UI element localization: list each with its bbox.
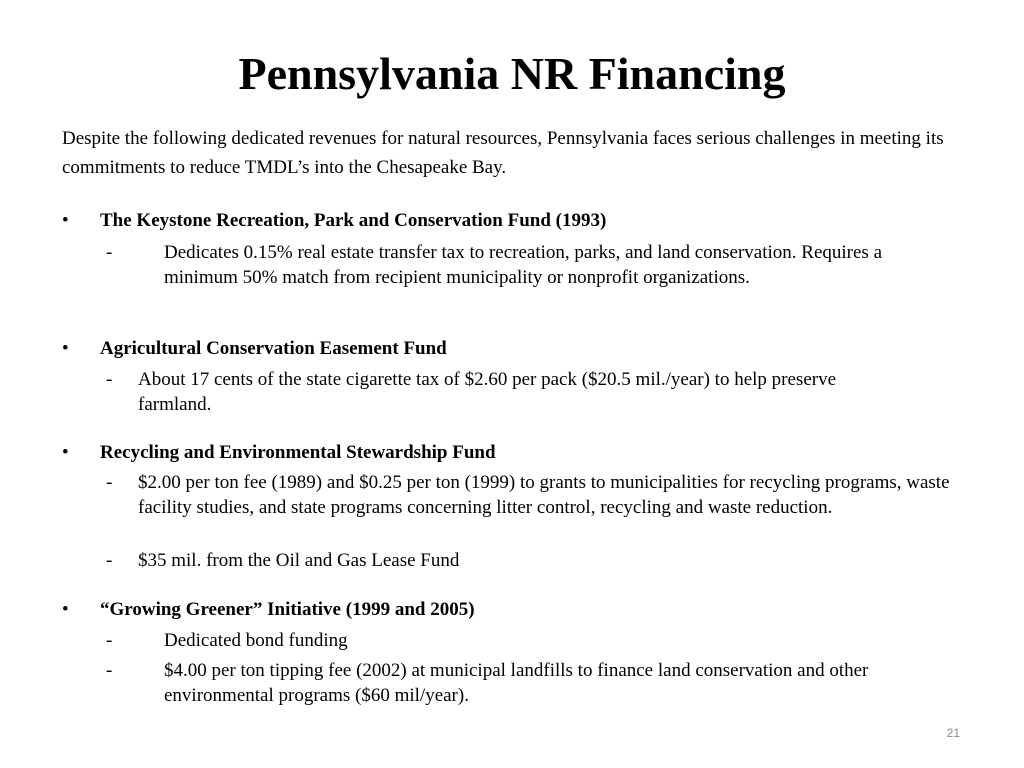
section-heading: Agricultural Conservation Easement Fund (100, 338, 447, 359)
dash-marker: - (106, 472, 113, 493)
dash-marker: - (106, 369, 113, 390)
dash-marker: - (106, 660, 113, 681)
item-text: $4.00 per ton tipping fee (2002) at municipal landfills to finance land conservation and other environmental programs ($60 mil/year). (164, 660, 869, 706)
slide-title: Pennsylvania NR Financing (238, 48, 786, 99)
bullet-marker: • (62, 338, 69, 359)
bullet-marker: • (62, 599, 69, 620)
section-heading: The Keystone Recreation, Park and Conservation Fund (1993) (100, 210, 607, 231)
section-heading: “Growing Greener” Initiative (1999 and 2005) (100, 599, 475, 620)
intro-paragraph: Despite the following dedicated revenues for natural resources, Pennsylvania faces serious challenges in meeting its commitments to reduce TMDL’s into the Chesapeake Bay. (62, 128, 944, 178)
page-number: 21 (946, 726, 960, 740)
dash-marker: - (106, 630, 113, 651)
item-text: $2.00 per ton fee (1989) and $0.25 per ton (1999) to grants to municipalities for recycling programs, waste facility studies, and state programs concerning litter control, recycling and waste reduction. (138, 472, 950, 518)
item-text: Dedicates 0.15% real estate transfer tax to recreation, parks, and land conservation. Requires a minimum 50% match from recipient municipality or nonprofit organizations. (164, 242, 883, 288)
section-heading: Recycling and Environmental Stewardship Fund (100, 442, 496, 463)
item-text: Dedicated bond funding (164, 630, 348, 651)
item-text: $35 mil. from the Oil and Gas Lease Fund (138, 550, 460, 571)
bullet-marker: • (62, 210, 69, 231)
item-text: About 17 cents of the state cigarette tax of $2.60 per pack ($20.5 mil./year) to help preserve farmland. (138, 369, 837, 415)
dash-marker: - (106, 242, 113, 263)
bullet-marker: • (62, 442, 69, 463)
dash-marker: - (106, 550, 113, 571)
